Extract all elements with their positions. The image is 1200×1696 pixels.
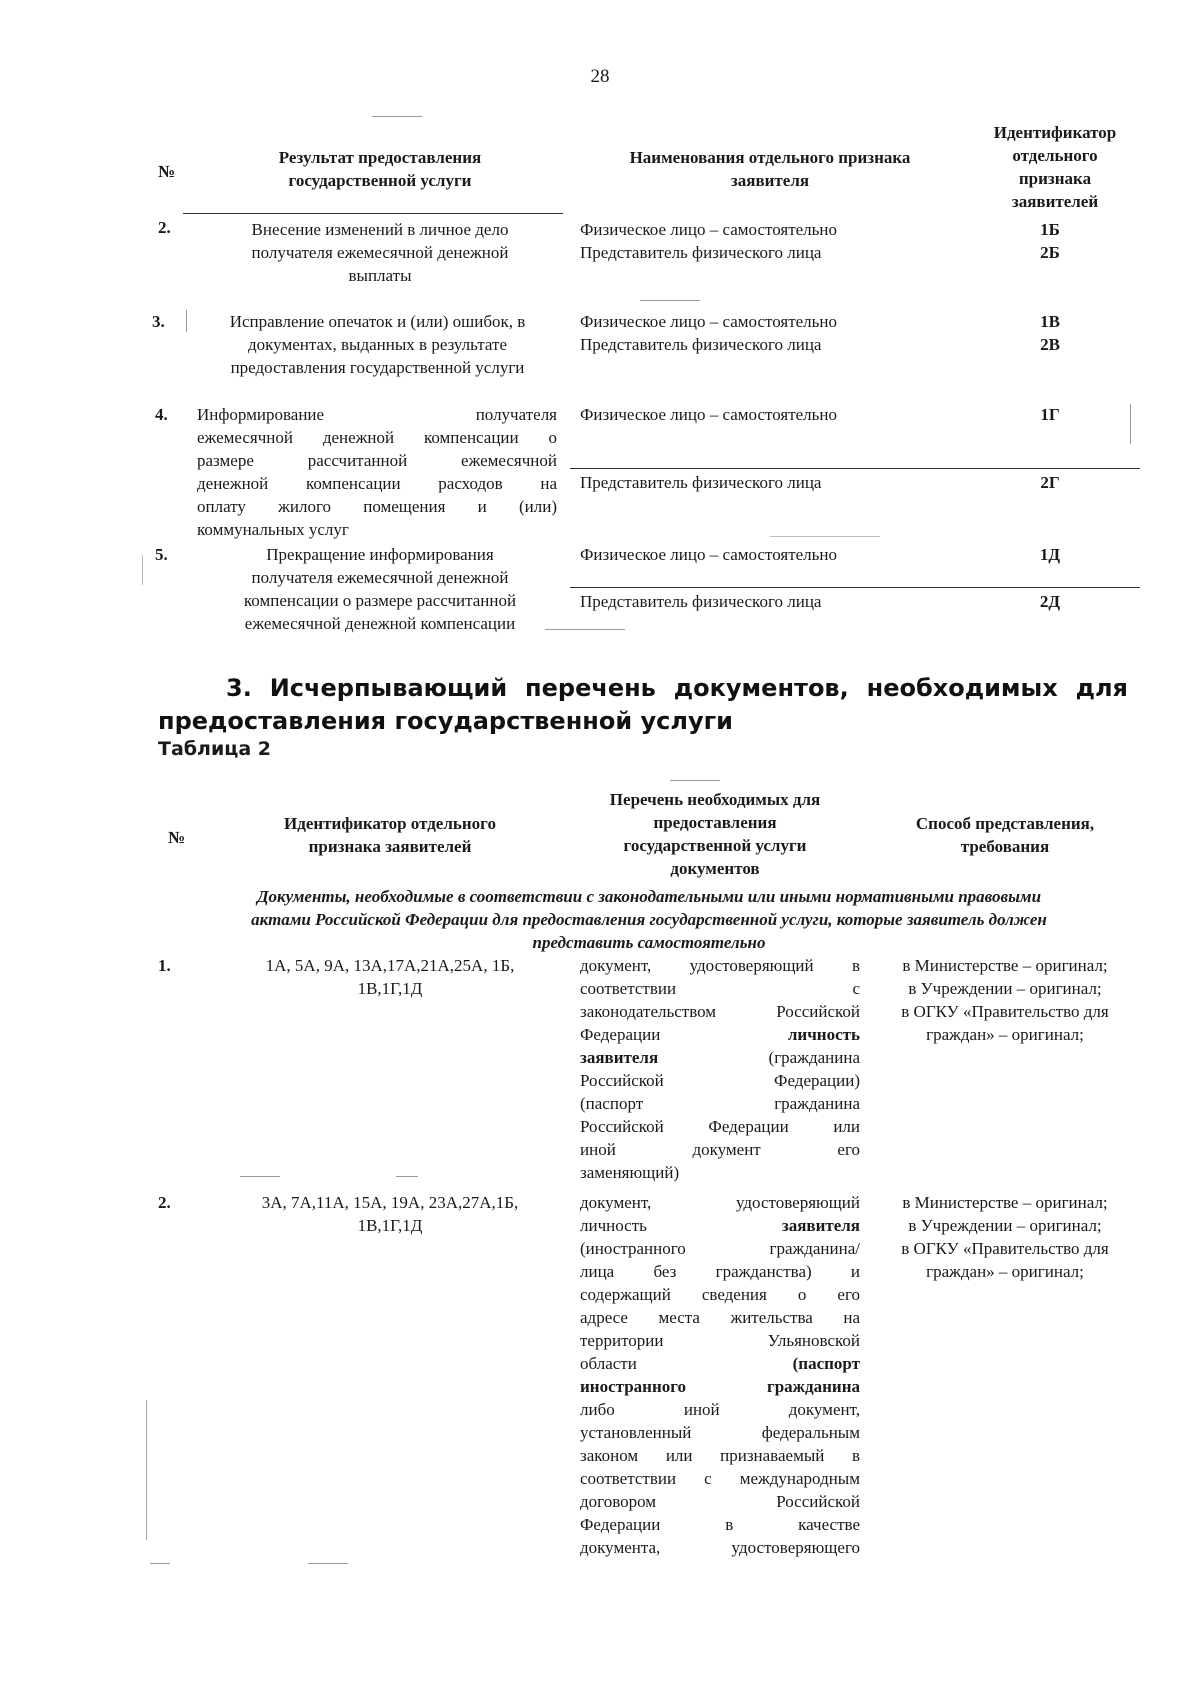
doc-line: заявителя (гражданина bbox=[580, 1048, 860, 1067]
scan-artifact bbox=[1130, 404, 1131, 444]
table2-row-docs: документ, удостоверяющий личность заявителя (иностранного гражданина/ лица без гражданства) и содержащий сведения о его адресе места жительства на территории Ульяновской области (паспорт иностранного гражданина либо иной документ, установленный федеральным законом или признаваемый в соответствии с международным договором Российской Федерации в качестве документа, удостоверяющего bbox=[580, 1193, 860, 1557]
table2-header-method: Способ представления, требования bbox=[915, 814, 1095, 856]
table-label: Таблица 2 bbox=[158, 738, 272, 760]
scan-artifact bbox=[308, 1563, 348, 1564]
table1-row-id-2: 2Г bbox=[1040, 473, 1060, 492]
table1-row-rule bbox=[570, 587, 1140, 588]
doc-line: личность заявителя bbox=[580, 1216, 860, 1235]
table1-row-name-1: Физическое лицо – самостоятельно bbox=[580, 405, 838, 424]
scan-artifact bbox=[372, 116, 422, 117]
doc-line: Федерации личность bbox=[580, 1025, 860, 1044]
table1-row-name-2: Представитель физического лица bbox=[580, 473, 822, 492]
table1-header-rule bbox=[183, 213, 563, 214]
table2-row-num: 1. bbox=[158, 956, 171, 975]
table1-row-num: 4. bbox=[155, 405, 168, 424]
table1-row-result: Прекращение информирования получателя ежемесячной денежной компенсации о размере рассчитанной ежемесячной денежной компенсации bbox=[243, 545, 517, 633]
table1-row-id-1: 1Д bbox=[1039, 545, 1061, 564]
table1-row-num: 3. bbox=[152, 312, 165, 331]
scan-artifact bbox=[240, 1176, 280, 1177]
table2-row-method: в Министерстве – оригинал; в Учреждении – оригинал; в ОГКУ «Правительство для граждан» – оригинал; bbox=[901, 1193, 1109, 1281]
scan-artifact bbox=[146, 1400, 147, 1540]
table1-row-ids: 1Б 2Б bbox=[1040, 220, 1060, 262]
table2-header-docs: Перечень необходимых для предоставления государственной услуги документов bbox=[609, 790, 821, 878]
scan-artifact bbox=[396, 1176, 418, 1177]
page-number: 28 bbox=[590, 66, 610, 87]
table1-row-id-1: 1Г bbox=[1040, 405, 1060, 424]
table2-row-ids: 3А, 7А,11А, 15А, 19А, 23А,27А,1Б, 1В,1Г,1Д bbox=[261, 1193, 519, 1235]
table1-row-result: Исправление опечаток и (или) ошибок, в документах, выданных в результате предоставления государственной услуги bbox=[229, 312, 526, 377]
table1-row-num: 2. bbox=[158, 218, 171, 237]
scan-artifact bbox=[142, 555, 143, 585]
scan-artifact bbox=[186, 310, 187, 332]
table1-row-result: Внесение изменений в личное дело получателя ежемесячной денежной выплаты bbox=[251, 220, 509, 285]
table1-row-name-2: Представитель физического лица bbox=[580, 592, 822, 611]
table2-header-id: Идентификатор отдельного признака заявителей bbox=[284, 814, 496, 856]
table1-row-names: Физическое лицо – самостоятельно Представитель физического лица bbox=[580, 220, 838, 262]
table2-row-num: 2. bbox=[158, 1193, 171, 1212]
table2-row-ids: 1А, 5А, 9А, 13А,17А,21А,25А, 1Б, 1В,1Г,1Д bbox=[265, 956, 515, 998]
table1-header-result: Результат предоставления государственной услуги bbox=[278, 148, 482, 190]
table2-subheading: Документы, необходимые в соответствии с законодательными или иными нормативными правовыми актами Российской Федерации для предоставления государственной услуги, которые заявитель должен представить самостоятельно bbox=[251, 887, 1047, 952]
table1-row-names: Физическое лицо – самостоятельно Представитель физического лица bbox=[580, 312, 838, 354]
table2-row-method: в Министерстве – оригинал; в Учреждении – оригинал; в ОГКУ «Правительство для граждан» – оригинал; bbox=[901, 956, 1109, 1044]
scan-artifact bbox=[640, 300, 700, 301]
table2-header-num: № bbox=[168, 828, 186, 847]
table1-row-rule bbox=[570, 468, 1140, 469]
table1-row-result: Информирование получателя ежемесячной денежной компенсации о размере рассчитанной ежемесячной денежной компенсации расходов на оплату жилого помещения и (или) коммунальных услуг bbox=[197, 405, 557, 539]
table1-row-name-1: Физическое лицо – самостоятельно bbox=[580, 545, 838, 564]
scan-artifact bbox=[150, 1563, 170, 1564]
doc-line: области (паспорт bbox=[580, 1354, 860, 1373]
section-title: 3. Исчерпывающий перечень документов, необходимых для предоставления государственной услуги bbox=[158, 674, 1128, 735]
table1-header-name: Наименования отдельного признака заявителя bbox=[629, 148, 911, 190]
table2-row-docs: документ, удостоверяющий в соответствии с законодательством Российской Федерации личность заявителя (гражданина Российской Федерации) (паспорт гражданина Российской Федерации или иной документ его заменяющий) bbox=[580, 956, 860, 1182]
table1-row-ids: 1В 2В bbox=[1040, 312, 1060, 354]
scan-artifact bbox=[770, 536, 880, 537]
table1-header-id: Идентификатор отдельного признака заявителей bbox=[993, 123, 1117, 211]
table1-header-num: № bbox=[158, 162, 176, 181]
table1-row-id-2: 2Д bbox=[1039, 592, 1061, 611]
scan-artifact bbox=[670, 780, 720, 781]
scan-artifact bbox=[545, 629, 625, 630]
table1-row-num: 5. bbox=[155, 545, 168, 564]
